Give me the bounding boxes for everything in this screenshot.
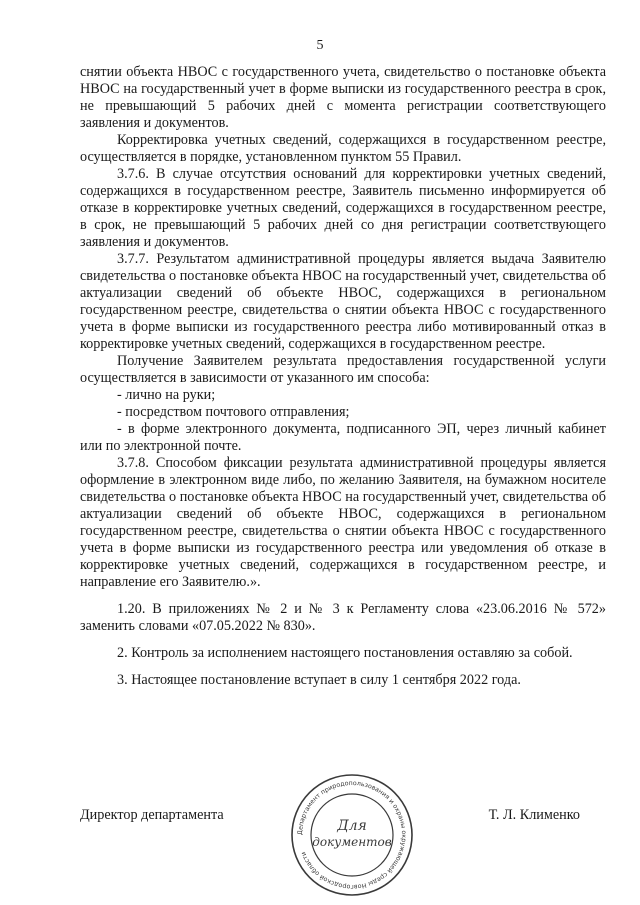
paragraph-3-7-7: 3.7.7. Результатом административной процедуры является выдача Заявителю свидетельства о постановке объекта НВОС на государственный учет, свидетельства об актуализации сведений об объекте НВОС, содержащихся в региональном государственном реестре, свидетельства о снятии объекта НВОС с государственного учета в форме выписки из государственного реестра либо мотивированный отказ в корректировке учетных сведений, содержащихся в государственном реестре. [80,251,606,352]
paragraph-2-control: 2. Контроль за исполнением настоящего постановления оставляю за собой. [117,645,573,661]
paragraph-correction-order: Корректировка учетных сведений, содержащихся в государственном реестре, осуществляется в порядке, установленном пунктом 55 Правил. [80,132,606,165]
page-number: 5 [316,38,324,53]
signatory-name: Т. Л. Клименко [488,807,580,823]
list-item-electronic: - в форме электронного документа, подписанного ЭП, через личный кабинет или по электронной почте. [80,421,606,454]
list-item-by-mail: - посредством почтового отправления; [117,404,350,420]
paragraph-result-delivery: Получение Заявителем результата предоставления государственной услуги осуществляется в зависимости от указанного им способа: [80,353,606,386]
paragraph-3-effective-date: 3. Настоящее постановление вступает в силу 1 сентября 2022 года. [117,672,521,688]
paragraph-3-7-8: 3.7.8. Способом фиксации результата административной процедуры является оформление в электронном виде либо, по желанию Заявителя, на бумажном носителе свидетельства о постановке объекта НВОС на государственный учет, свидетельства об актуализации сведений об объекте НВОС, содержащихся в региональном государственном реестре, свидетельства о снятии объекта НВОС с государственного учета в форме выписки из государственного реестра или уведомления об отказе в корректировке учетных сведений, содержащихся в государственном реестре, и направление его Заявителю.». [80,455,606,590]
document-body [80,64,606,689]
stamp-ring-textpath: Департамент природопользования и охраны окружающей среды Новгородской области [296,779,408,891]
paragraph-3-7-6: 3.7.6. В случае отсутствия оснований для корректировки учетных сведений, содержащихся в государственном реестре, Заявитель письменно информируется об отказе в корректировке учетных сведений, содержащихся в государственном реестре, в срок, не превышающий 5 рабочих дней со дня регистрации соответствующего заявления и документов. [80,166,606,250]
stamp-center-line2: документов [312,835,392,849]
paragraph-1-20: 1.20. В приложениях № 2 и № 3 к Регламенту слова «23.06.2016 № 572» заменить словами «07.05.2022 № 830». [80,601,606,634]
official-stamp [287,770,417,900]
list-item-in-person: - лично на руки; [117,387,216,403]
signatory-role: Директор департамента [80,807,224,823]
stamp-center-line1: Для [337,818,367,834]
paragraph-continuation: снятии объекта НВОС с государственного учета, свидетельство о постановке объекта НВОС на государственный учет в форме выписки из государственного реестра в срок, не превышающий 5 рабочих дней с момента регистрации соответствующего заявления и документов. [80,64,606,131]
